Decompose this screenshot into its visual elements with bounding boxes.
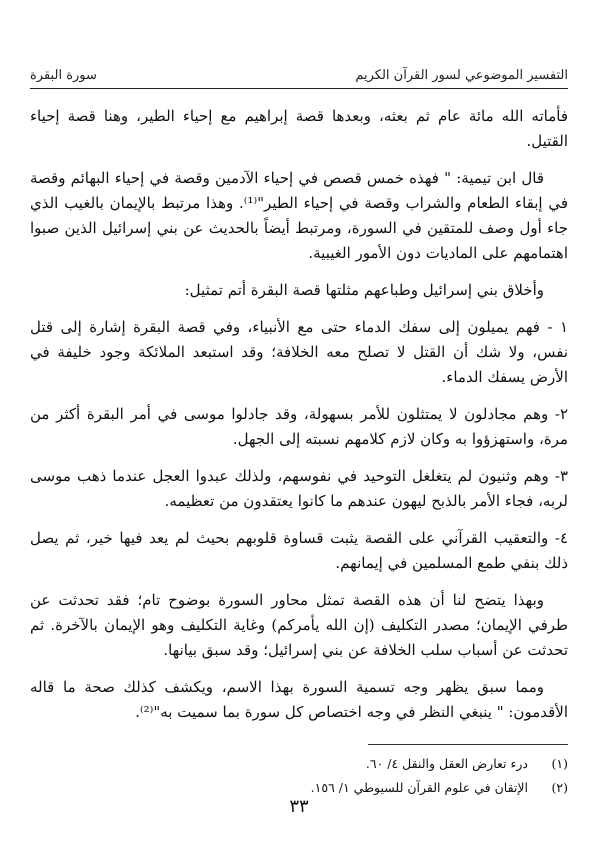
header-book-title: التفسير الموضوعي لسور القرآن الكريم	[355, 68, 568, 83]
footnote-number: (١)	[551, 756, 568, 771]
paragraph: ومما سبق يظهر وجه تسمية السورة بهذا الاسم، ويكشف كذلك صحة ما قاله الأقدمون: " ينبغي النظر في وجه اختصاص كل سورة بما سميت به"⁽²⁾.	[30, 678, 568, 721]
page-number: ٣٣	[289, 796, 309, 817]
footnote-text: درء تعارض العقل والنقل ٤/ ٦٠.	[365, 756, 528, 771]
paragraph: قال ابن تيمية: " فهذه خمس قصص في إحياء الآدمين وقصة في إحياء البهائم وقصة في إبقاء الطعام والشراب وقصة في إحياء الطير"⁽¹⁾. وهذا مرتبط بالإيمان بالغيب الذي جاء أول وصف للمتقين في السورة، ومرتبط أيضاً بالحديث عن بني إسرائيل الذين صبوا اهتمامهم على الماديات دون الأمور الغيبية.	[30, 169, 568, 262]
list-item: ٣- وهم وثنيون لم يتغلغل التوحيد في نفوسهم، ولذلك عبدوا العجل عندما ذهب موسى لربه، فجاء الأمر بالذبح ليهون عندهم ما كانوا يعتقدون من تعظيمه.	[30, 467, 568, 510]
footnote-text: الإتقان في علوم القرآن للسيوطي ١/ ١٥٦.	[310, 780, 528, 795]
footnote-number: (٢)	[551, 780, 568, 795]
list-item: ٢- وهم مجادلون لا يمتثلون للأمر بسهولة، وقد جادلوا موسى في أمر البقرة أكثر من مرة، واستهزؤوا به وكان لازم كلامهم نسبته إلى الجهل.	[30, 405, 568, 448]
paragraph: فأماته الله مائة عام ثم بعثه، وبعدها قصة إبراهيم مع إحياء الطير، وهنا قصة إحياء القتيل.	[30, 107, 568, 150]
footnote-item	[30, 752, 568, 776]
paragraph: وبهذا يتضح لنا أن هذه القصة تمثل محاور السورة بوضوح تام؛ فقد تحدثت عن طرفي الإيمان؛ مصدر التكليف (إن الله يأمركم) وغاية التكليف وهو الإيمان بالآخرة. ثم تحدثت عن أسباب سلب الخلافة عن بني إسرائيل؛ وقد سبق بيانها.	[30, 591, 568, 659]
footnotes	[30, 752, 568, 800]
header-surah-title: سورة البقرة	[30, 68, 97, 83]
paragraph: وأخلاق بني إسرائيل وطباعهم مثلتها قصة البقرة أتم تمثيل:	[184, 281, 544, 299]
header-divider	[30, 88, 568, 89]
footnote-divider	[368, 744, 568, 745]
list-item: ٤- والتعقيب القرآني على القصة يثبت قساوة قلوبهم بحيث لم يعد فيها خير، ثم يصل ذلك بنفي طمع المسلمين في إيمانهم.	[30, 529, 568, 572]
list-item: ١ - فهم يميلون إلى سفك الدماء حتى مع الأنبياء، وفي قصة البقرة إشارة إلى قتل نفس، ولا شك أن القتل لا تصلح معه الخلافة؛ وقد استبعد الملائكة وجود خليفة في الأرض يسفك الدماء.	[30, 318, 568, 386]
main-text	[30, 104, 568, 737]
running-header	[30, 68, 568, 83]
